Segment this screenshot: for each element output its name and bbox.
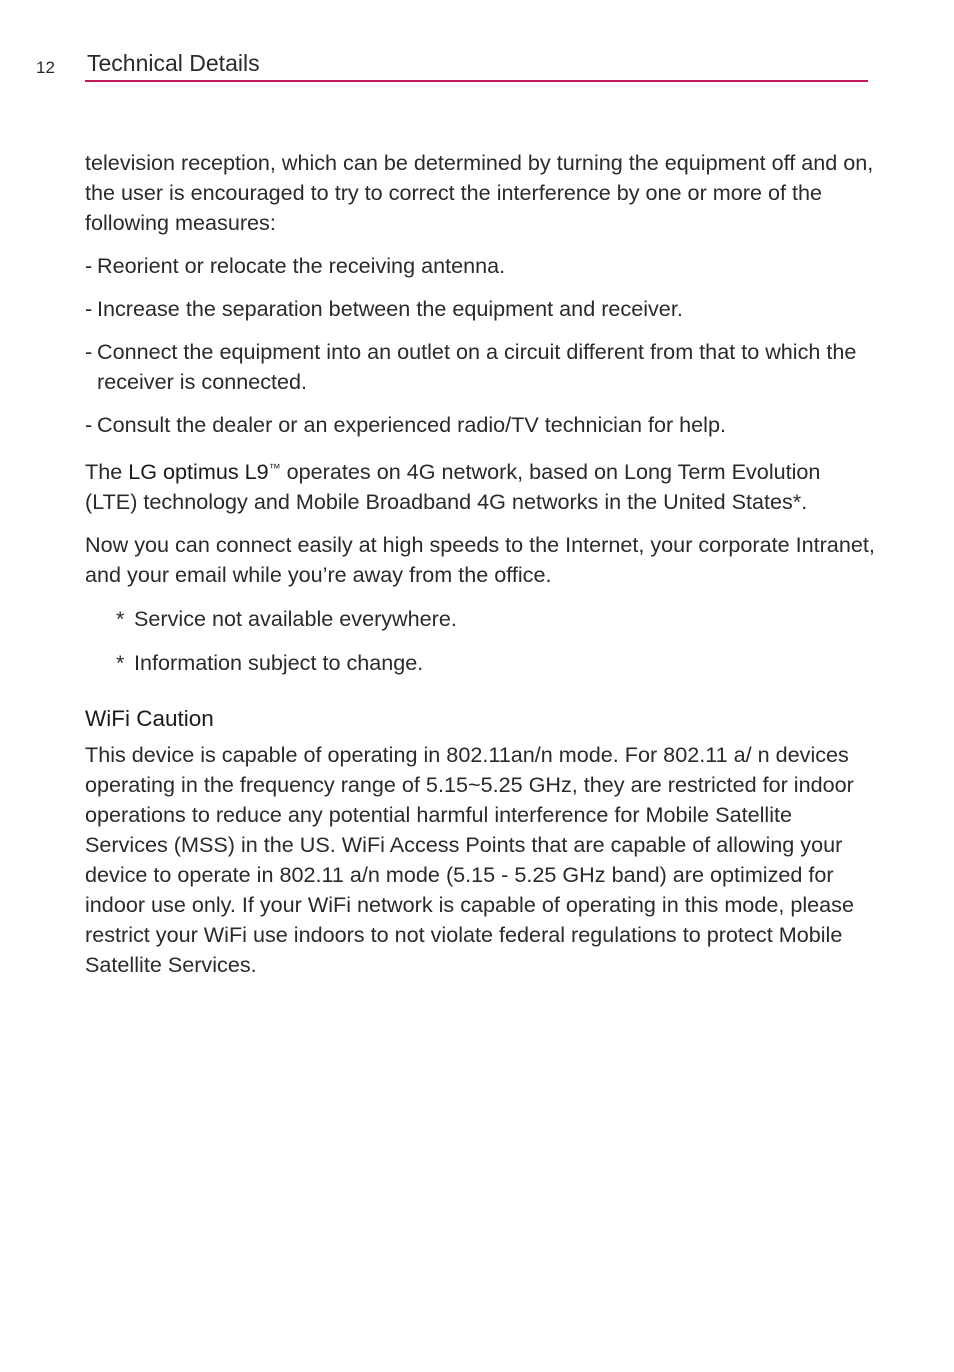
list-dash: -: [85, 253, 93, 278]
footnote-text: Service not available everywhere.: [134, 606, 457, 631]
page-content: [85, 148, 875, 980]
list-item: [85, 251, 875, 281]
list-dash: -: [85, 296, 93, 321]
list-item: [85, 294, 875, 324]
list-dash: -: [85, 412, 93, 437]
lte-paragraph: [85, 453, 875, 517]
list-dash: -: [85, 339, 93, 364]
list-item-text: Connect the equipment into an outlet on a circuit different from that to which the receiver is connected.: [97, 339, 857, 394]
list-item-text: Consult the dealer or an experienced radio/TV technician for help.: [97, 412, 726, 437]
header-rule: [85, 80, 868, 82]
footnote-marker: *: [116, 606, 125, 631]
footnote-marker: *: [116, 650, 125, 675]
wifi-caution-text: This device is capable of operating in 802.11an/n mode. For 802.11 a/ n devices operating in the frequency range of 5.15~5.25 GHz, they are restricted for indoor operations to reduce any potential harmful interference for Mobile Satellite Services (MSS) in the US. WiFi Access Points that are capable of allowing your device to operate in 802.11 a/n mode (5.15 - 5.25 GHz band) are optimized for indoor use only. If your WiFi network is capable of operating in this mode, please restrict your WiFi use indoors to not violate federal regulations to protect Mobile Satellite Services.: [85, 742, 854, 977]
list-item: [85, 410, 875, 440]
footnote-item: [85, 604, 875, 634]
lte-prefix: The: [85, 459, 129, 484]
lte-suffix: operates on 4G network, based on Long Term Evolution (LTE) technology and Mobile Broadband 4G networks in the United States*.: [85, 459, 821, 514]
section-title: Technical Details: [87, 50, 260, 76]
list-item-text: Increase the separation between the equipment and receiver.: [97, 296, 683, 321]
intro-paragraph: television reception, which can be determined by turning the equipment off and on, the user is encouraged to try to correct the interference by one or more of the following measures:: [85, 150, 874, 235]
wifi-caution-heading: WiFi Caution: [85, 706, 214, 731]
connect-paragraph: Now you can connect easily at high speeds to the Internet, your corporate Intranet, and your email while you’re away from the office.: [85, 532, 875, 587]
footnote-item: [85, 648, 875, 678]
list-item-text: Reorient or relocate the receiving antenna.: [97, 253, 506, 278]
list-item: [85, 337, 875, 397]
footnote-text: Information subject to change.: [134, 650, 424, 675]
trademark-symbol: ™: [268, 461, 281, 475]
product-name: LG optimus L9: [128, 459, 269, 484]
page-number: 12: [36, 58, 55, 77]
